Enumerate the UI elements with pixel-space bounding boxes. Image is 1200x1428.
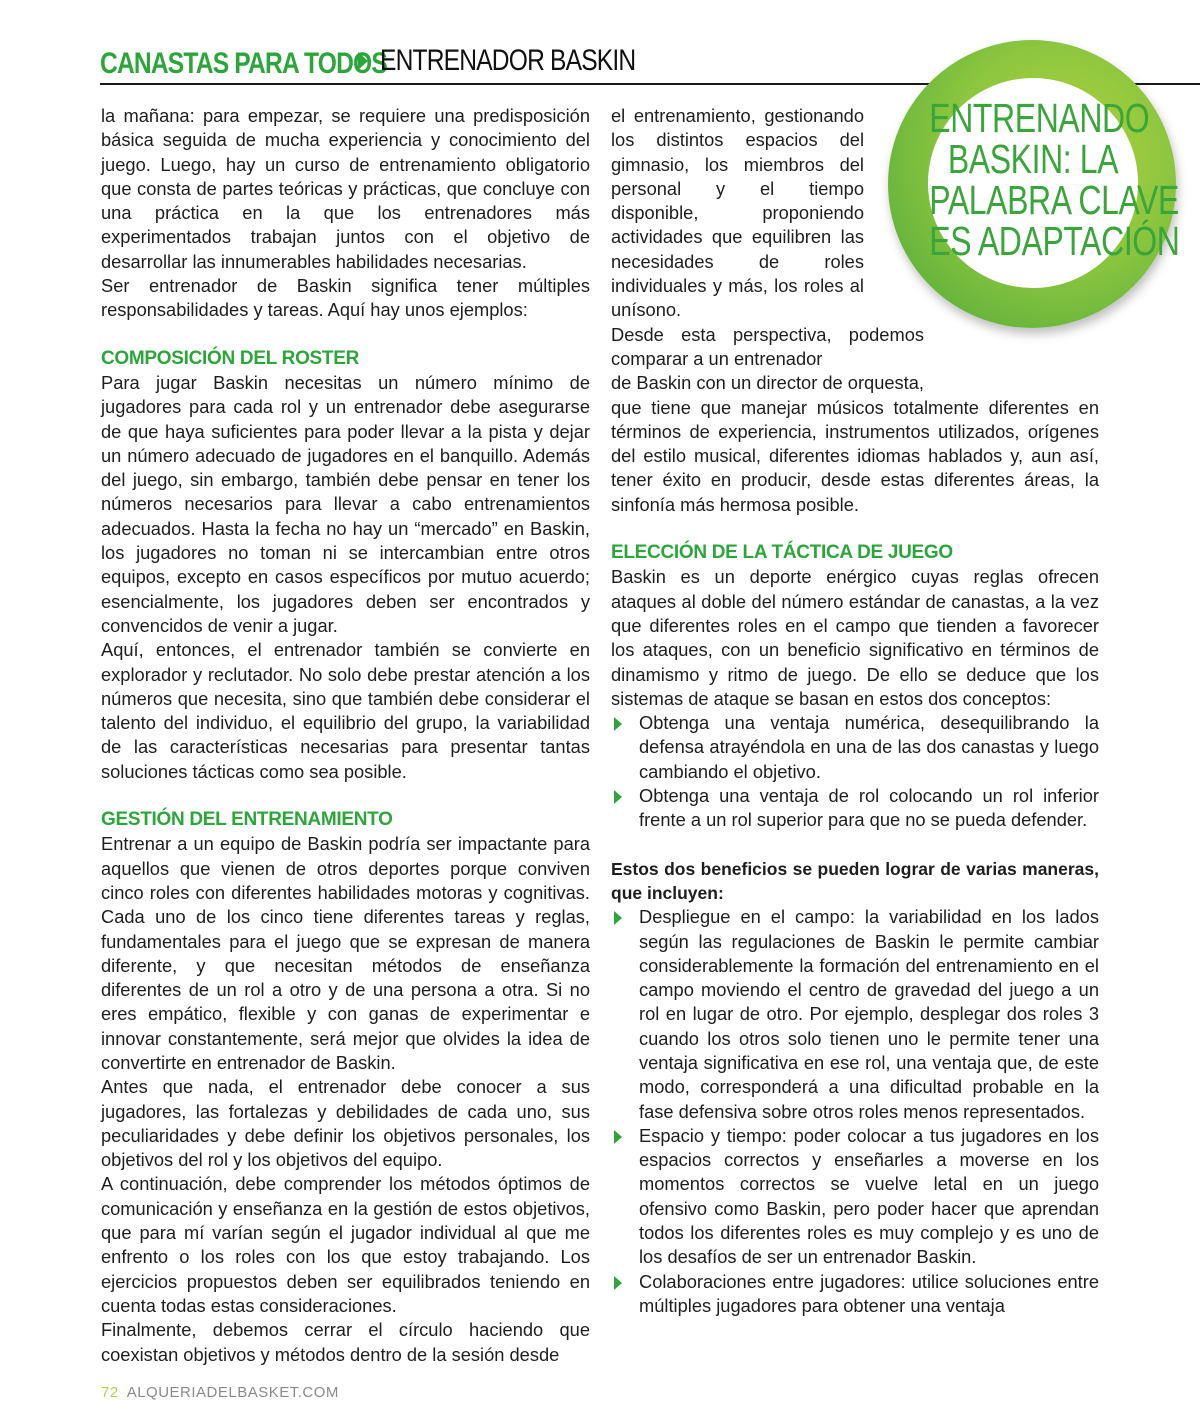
section-header [100,44,636,84]
intro-paragraph-2: Ser entrenador de Baskin significa tener múltiples responsabilidades y tareas. Aquí hay unos ejemplos: [101,275,590,321]
page-footer [101,1384,339,1401]
list-item: Despliegue en el campo: la variabilidad en los lados según las regulaciones de Baskin le permite cambiar considerablemente la formación del entrenamiento en el campo moviendo el centro de gravedad del juego a un rol en lugar de otro. Por ejemplo, desplegar dos roles 3 cuando los otros solo tienen uno le permite tener una ventaja significativa en ese rol, una ventaja que, de este modo, corresponderá a una dificultad probable en la fase defensiva sobre otros roles menos representados. [611,905,1099,1124]
continuation-paragraph-a: el entrenamiento, gestionando los distintos espacios del gimnasio, los miembros del personal y el tiempo disponible, proponiendo actividades que equilibren las necesidades de roles individuales y más, los roles al unísono. [611,105,864,321]
list-item: Colaboraciones entre jugadores: utilice soluciones entre múltiples jugadores para obtener una ventaja [611,1270,1099,1319]
tactic-heading: ELECCIÓN DE LA TÁCTICA DE JUEGO [611,542,953,564]
roster-paragraph-2: Aquí, entonces, el entrenador también se convierte en explorador y reclutador. No solo debe prestar atención a los números que necesita, sino que también debe considerar el talento del individuo, el equilibrio del grupo, la variabilidad de las características necesarias para presentar tantas soluciones tácticas como sea posible. [101,639,590,782]
training-paragraph-3: A continuación, debe comprender los métodos óptimos de comunicación y enseñanza en la gestión de estos objetivos, que para mí varían según el jugador individual al que me enfrento o los roles con los que estoy trabajando. Los ejercicios propuestos deben ser equilibrados teniendo en cuenta todas estas consideraciones. [101,1173,590,1316]
training-paragraph-1: Entrenar a un equipo de Baskin podría ser impactante para aquellos que vienen de otros deportes porque conviven cinco roles con diferentes habilidades motoras y cognitivas. Cada uno de los cinco tiene diferentes tareas y reglas, fundamentales para el juego que se expresan de manera diferente, y que necesitan métodos de enseñanza diferentes de un rol a otro y de una persona a otra. Si no eres empático, flexible y con ganas de experimentar e innovar constantemente, será mejor que olvides la idea de convertirte en entrenador de Baskin. [101,833,590,1073]
continuation-paragraph-b: Desde esta perspectiva, podemos comparar a un entrenador [611,323,924,369]
training-heading: GESTIÓN DEL ENTRENAMIENTO [101,809,393,831]
pull-quote-line: PALABRA CLAVE [929,177,1179,223]
continuation-paragraph-c: de Baskin con un director de orquesta, [611,372,925,394]
intro-paragraph-1: la mañana: para empezar, se requiere una predisposición básica seguida de mucha experiencia y conocimiento del juego. Luego, hay un curso de entrenamiento obligatorio que consta de partes teóricas y prácticas, que concluye con una práctica en la que los entrenadores más experimentados trabajan juntos con el objetivo de desarrollar las innumerables habilidades necesarias. [101,105,590,272]
continuation-paragraph-d: que tiene que manejar músicos totalmente diferentes en términos de experiencia, instrumentos utilizados, orígenes del estilo musical, diferentes idiomas hablados y, aun así, tener éxito en producir, desde estas diferentes áreas, la sinfonía más hermosa posible. [611,396,1099,515]
page-number: 72 [101,1384,119,1401]
concepts-list [611,711,1099,832]
roster-paragraph-1: Para jugar Baskin necesitas un número mínimo de jugadores para cada rol y un entrenador debe asegurarse de que haya suficientes para poder llevar a la pista y dejar un número adecuado de jugadores en el banquillo. Además del juego, sin embargo, también debe pensar en tener los números necesarios para llevar a cabo entrenamientos adecuados. Hasta la fecha no hay un “mercado” en Baskin, los jugadores no toman ni se intercambian entre otros equipos, excepto en casos específicos por mutuo acuerdo; esencialmente, los jugadores deben ser encontrados y convencidos de venir a jugar. [101,371,590,636]
left-column [101,104,590,1367]
benefits-intro: Estos dos beneficios se pueden lograr de varias maneras, que incluyen: [611,858,1099,903]
pull-quote-line: ES ADAPTACIÓN [929,218,1180,264]
pull-quote-line: ENTRENANDO [929,95,1150,141]
benefits-list [611,905,1099,1318]
header-triangle-icon [358,52,368,70]
roster-heading: COMPOSICIÓN DEL ROSTER [101,347,360,369]
training-paragraph-4: Finalmente, debemos cerrar el círculo haciendo que coexistan objetivos y métodos dentro de la sesión desde [101,1319,590,1365]
tactic-paragraph: Baskin es un deporte enérgico cuyas reglas ofrecen ataques al doble del número estándar de canastas, a la vez que diferentes roles en el campo que tienden a favorecer los ataques, con un beneficio significativo en términos de dinamismo y ritmo de juego. De ello se deduce que los sistemas de ataque se basan en estos dos conceptos: [611,566,1099,709]
subsection-title: ENTRENADOR BASKIN [380,44,636,77]
pull-quote-line: BASKIN: LA [947,136,1119,182]
section-title: CANASTAS PARA TODOS [100,47,387,80]
list-item: Obtenga una ventaja de rol colocando un rol inferior frente a un rol superior para que no se pueda defender. [611,784,1099,833]
footer-site: ALQUERIADELBASKET.COM [126,1384,339,1401]
pull-quote-text [900,95,1180,264]
training-paragraph-2: Antes que nada, el entrenador debe conocer a sus jugadores, las fortalezas y debilidades de cada uno, sus peculiaridades y debe definir los objetivos personales, los objetivos del rol y los objetivos del equipo. [101,1076,590,1171]
list-item: Espacio y tiempo: poder colocar a tus jugadores en los espacios correctos y enseñarles a moverse en los momentos correctos se vuelve letal en un juego ofensivo como Baskin, pero poder hacer que aprendan todos los diferentes roles es muy complejo y es uno de los desafíos de ser un entrenador Baskin. [611,1124,1099,1270]
list-item: Obtenga una ventaja numérica, desequilibrando la defensa atrayéndola en una de las dos canastas y luego cambiando el objetivo. [611,711,1099,784]
